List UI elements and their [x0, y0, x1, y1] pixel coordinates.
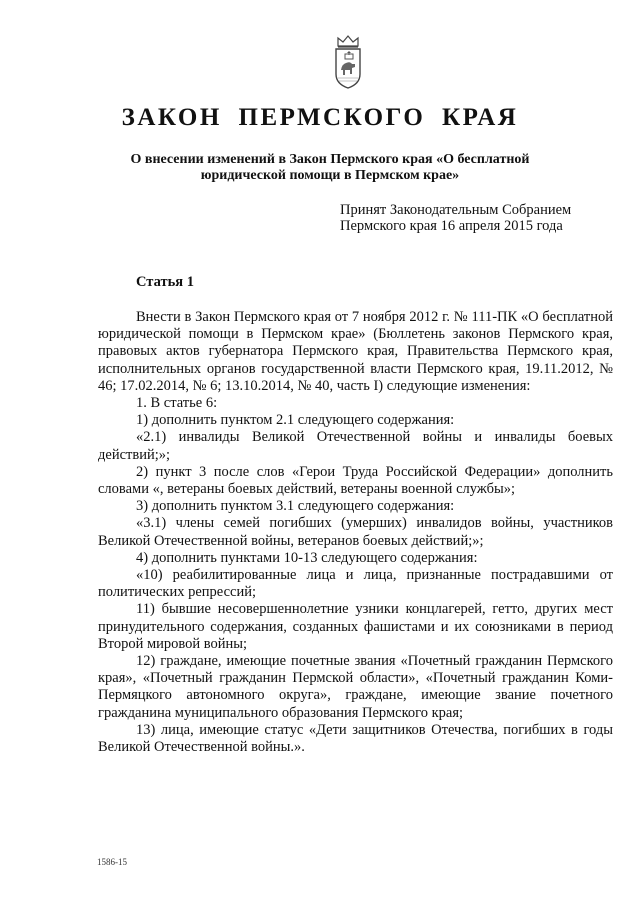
coat-of-arms-icon	[330, 34, 366, 90]
article-heading: Статья 1	[136, 274, 194, 290]
adoption-line-2: Пермского края 16 апреля 2015 года	[340, 218, 563, 234]
paragraph: «3.1) члены семей погибших (умерших) инвалидов войны, участников Великой Отечественной войны, ветеранов боевых действий;»;	[98, 515, 613, 549]
paragraph: «10) реабилитированные лица и лица, признанные пострадавшими от политических репрессий;	[98, 567, 613, 601]
paragraph: «2.1) инвалиды Великой Отечественной войны и инвалиды боевых действий;»;	[98, 429, 613, 463]
paragraph: 3) дополнить пунктом 3.1 следующего содержания:	[136, 498, 455, 515]
law-subtitle: О внесении изменений в Закон Пермского края «О бесплатной юридической помощи в Пермском крае»	[130, 152, 530, 183]
adoption-line-1: Принят Законодательным Собранием	[340, 202, 572, 218]
article-body	[98, 309, 613, 756]
paragraph: 12) граждане, имеющие почетные звания «Почетный гражданин Пермского края», «Почетный гражданин Пермской области», «Почетный гражданин Коми-Пермяцкого автономного округа», граждане, имеющие звание почетного гражданина муниципального образования Пермского края;	[98, 653, 613, 721]
law-title: ЗАКОН ПЕРМСКОГО КРАЯ	[121, 104, 519, 131]
paragraph: 4) дополнить пунктами 10-13 следующего содержания:	[136, 549, 478, 566]
paragraph: 1) дополнить пунктом 2.1 следующего содержания:	[136, 412, 455, 429]
paragraph: Внести в Закон Пермского края от 7 ноября 2012 г. № 111-ПК «О бесплатной юридической помощи в Пермском крае» (Бюллетень законов Пермского края, правовых актов губернатора Пермского края, Правительства Пермского края, исполнительных органов государственной власти Пермского края, 19.11.2012, № 46; 17.02.2014, № 6; 13.10.2014, № 40, часть I) следующие изменения:	[98, 309, 613, 394]
paragraph: 11) бывшие несовершеннолетние узники концлагерей, гетто, других мест принудительного содержания, созданных фашистами и их союзниками в период Второй мировой войны;	[98, 601, 613, 652]
document-code: 1586-15	[97, 857, 127, 867]
paragraph: 2) пункт 3 после слов «Герои Труда Российской Федерации» дополнить словами «, ветераны боевых действий, ветераны военной службы»;	[98, 463, 613, 498]
paragraph: 13) лица, имеющие статус «Дети защитников Отечества, погибших в годы Великой Отечественной войны.».	[98, 721, 613, 756]
paragraph: 1. В статье 6:	[136, 395, 218, 412]
adoption-note	[340, 202, 620, 234]
